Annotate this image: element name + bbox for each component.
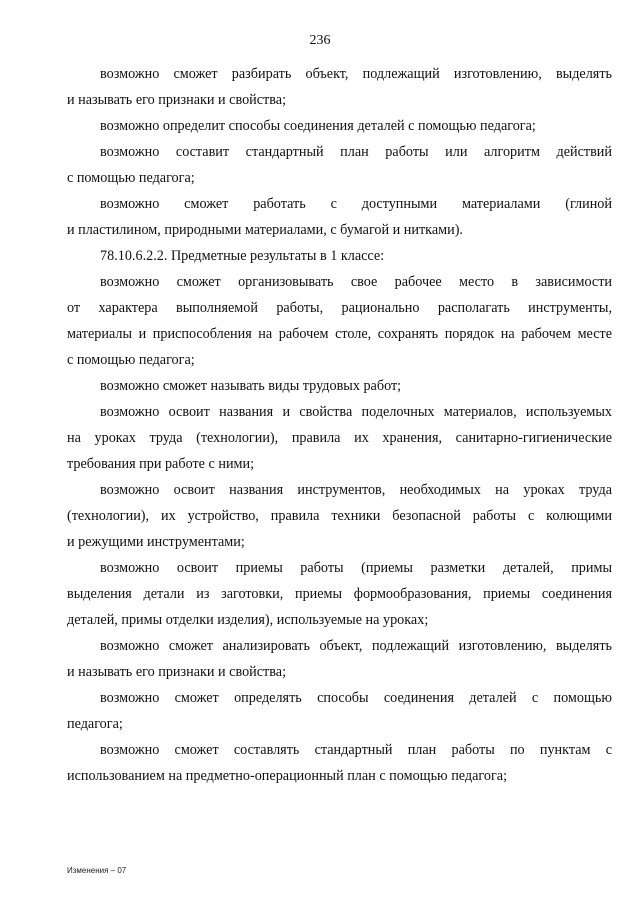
text-line: возможно сможет составлять стандартный план работы по пунктам с bbox=[100, 742, 612, 758]
text-line: деталей, примы отделки изделия), используемые на уроках; bbox=[67, 612, 429, 628]
text-line: (технологии), их устройство, правила техники безопасной работы с колющими bbox=[67, 508, 612, 524]
text-line: возможно сможет работать с доступными материалами (глиной bbox=[100, 196, 612, 212]
text-line: возможно освоит названия инструментов, необходимых на уроках труда bbox=[100, 482, 612, 498]
text-line: возможно сможет организовывать свое рабочее место в зависимости bbox=[100, 274, 612, 290]
text-line: с помощью педагога; bbox=[67, 170, 195, 186]
text-line: возможно сможет анализировать объект, подлежащий изготовлению, выделять bbox=[100, 638, 612, 654]
text-line: возможно освоит названия и свойства поделочных материалов, используемых bbox=[100, 404, 612, 420]
text-line: и называть его признаки и свойства; bbox=[67, 664, 287, 680]
text-line: возможно сможет разбирать объект, подлежащий изготовлению, выделять bbox=[100, 66, 612, 82]
text-line: возможно определит способы соединения деталей с помощью педагога; bbox=[100, 118, 536, 134]
text-line: от характера выполняемой работы, рационально располагать инструменты, bbox=[67, 300, 612, 316]
text-line: и пластилином, природными материалами, с бумагой и нитками). bbox=[67, 222, 463, 238]
text-line: с помощью педагога; bbox=[67, 352, 195, 368]
document-body bbox=[67, 61, 612, 789]
text-line: материалы и приспособления на рабочем столе, сохранять порядок на рабочем месте bbox=[67, 326, 612, 342]
text-line: и называть его признаки и свойства; bbox=[67, 92, 287, 108]
text-line: выделения детали из заготовки, приемы формообразования, приемы соединения bbox=[67, 586, 612, 602]
text-line: возможно сможет определять способы соединения деталей с помощью bbox=[100, 690, 612, 706]
text-line: возможно составит стандартный план работы или алгоритм действий bbox=[100, 144, 612, 160]
text-line: на уроках труда (технологии), правила их хранения, санитарно-гигиенические bbox=[67, 430, 612, 446]
text-line: 78.10.6.2.2. Предметные результаты в 1 классе: bbox=[100, 248, 385, 264]
text-line: и режущими инструментами; bbox=[67, 534, 245, 550]
text-line: использованием на предметно-операционный план с помощью педагога; bbox=[67, 768, 508, 784]
footer-revision-note: Изменения – 07 bbox=[67, 866, 127, 875]
text-line: педагога; bbox=[67, 716, 123, 732]
text-line: возможно сможет называть виды трудовых работ; bbox=[100, 378, 402, 394]
page-number: 236 bbox=[309, 33, 331, 48]
text-line: требования при работе с ними; bbox=[67, 456, 255, 472]
text-line: возможно освоит приемы работы (приемы разметки деталей, примы bbox=[100, 560, 612, 576]
